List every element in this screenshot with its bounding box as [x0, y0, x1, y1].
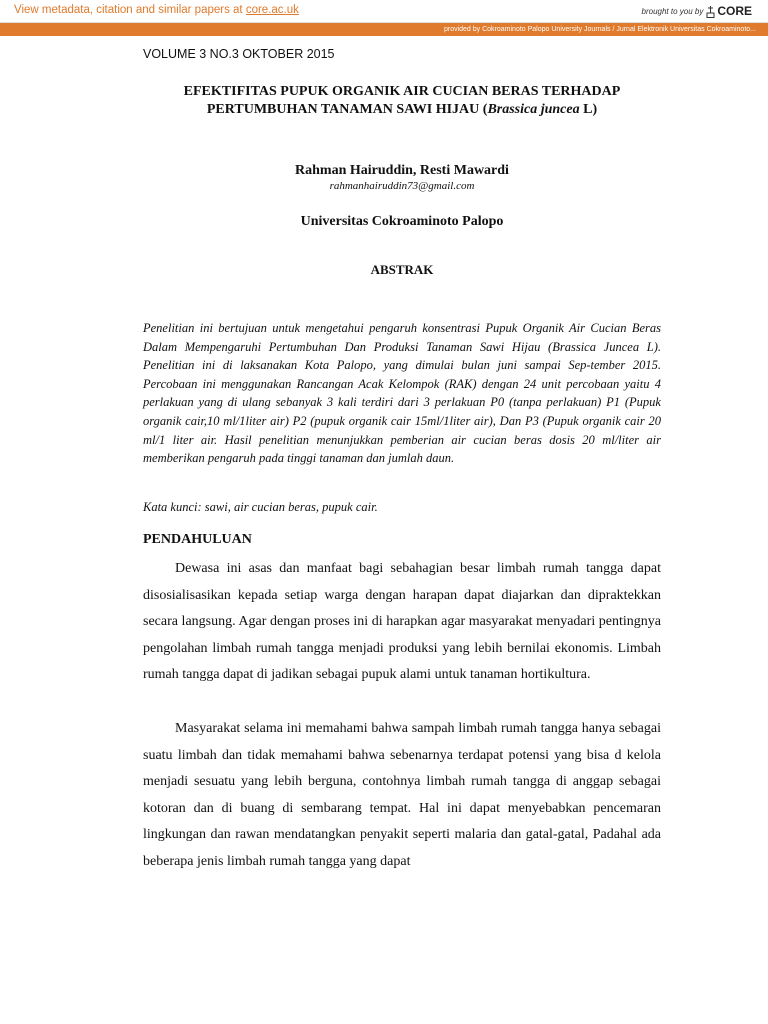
paper-title: [100, 83, 704, 119]
provided-by-text[interactable]: provided by Cokroaminoto Palopo University Journals / Jurnal Elektronik Universitas Cokroaminoto...: [443, 26, 756, 33]
title-species-name: Brassica juncea: [487, 102, 580, 117]
abstract-text: Penelitian ini bertujuan untuk mengetahui pengaruh konsentrasi Pupuk Organik Air Cucian Beras Dalam Mempengaruhi Pertumbuhan Dan Produksi Tanaman Sawi Hijau (Brassica Juncea L). Penelitian ini di laksanakan Kota Palopo, yang dimulai bulan juni sampai Sep-tember 2015. Percobaan ini menggunakan Rancangan Acak Kelompok (RAK) dengan 24 unit percobaan yaitu 4 perlakuan yang di ulang sebanyak 3 kali terdiri dari 3 perlakuan P0 (tanpa perlakuan) P1 (Pupuk organik cair,10 ml/1liter air) P2 (pupuk organik cair 15ml/1liter air), Dan P3 (Pupuk organik cair 20 ml/1 liter air. Hasil penelitian menunjukkan pemberian air cucian beras dosis 20 ml/liter air memberikan pengaruh pada tinggi tanaman dan jumlah daun.: [143, 321, 661, 466]
abstract-heading: ABSTRAK: [370, 262, 434, 277]
core-link-prefix: View metadata, citation and similar papers at: [14, 4, 246, 16]
author-affiliation: Universitas Cokroaminoto Palopo: [300, 214, 504, 229]
section-heading-introduction: PENDAHULUAN: [143, 532, 252, 547]
brought-by: [642, 4, 753, 18]
brought-by-text: brought to you by: [641, 6, 704, 16]
keywords: Kata kunci: sawi, air cucian beras, pupuk cair.: [143, 500, 378, 514]
title-line-1: EFEKTIFITAS PUPUK ORGANIK AIR CUCIAN BERAS TERHADAP: [183, 84, 621, 99]
core-logo-icon: [706, 5, 715, 18]
volume-header: VOLUME 3 NO.3 OKTOBER 2015: [143, 47, 335, 61]
title-line-2-suffix: L): [579, 102, 598, 117]
title-line-2-prefix: PERTUMBUHAN TANAMAN SAWI HIJAU (: [206, 102, 488, 117]
core-metadata-link[interactable]: [14, 4, 299, 16]
core-logo-text: CORE: [717, 4, 752, 18]
core-logo[interactable]: [706, 4, 752, 18]
title-line-2: [100, 101, 704, 119]
intro-paragraph-1: Dewasa ini asas dan manfaat bagi sebahagian besar limbah rumah tangga dapat disosialisasikan kepada setiap warga dengan harapan dapat diajarkan dan dipraktekkan secara langsung. Agar dengan proses ini di harapkan agar masyarakat menyadari pentingnya pengolahan limbah rumah tangga menjadi produksi yang lebih bernilai ekonomis. Limbah rumah tangga dapat di jadikan sebagai pupuk alami untuk tanaman hortikultura.: [143, 561, 661, 682]
provided-by-bar: [0, 23, 768, 36]
core-link-url[interactable]: core.ac.uk: [245, 4, 299, 16]
author-names: Rahman Hairuddin, Resti Mawardi: [295, 163, 509, 178]
intro-paragraph-2: Masyarakat selama ini memahami bahwa sampah limbah rumah tangga hanya sebagai suatu limbah dan tidak memahami bahwa sebenarnya terdapat potensi yang bisa d kelola menjadi sesuatu yang lebih berguna, contohnya limbah rumah tangga di anggap sebagai kotoran dan di buang di sembarang tempat. Hal ini dapat menyebabkan pencemaran lingkungan dan rawan mendatangkan penyakit seperti malaria dan gatal-gatal, Padahal ada beberapa jenis limbah rumah tangga yang dapat: [143, 721, 661, 869]
author-email: rahmanhairuddin73@gmail.com: [329, 180, 475, 192]
core-banner: [0, 0, 768, 23]
